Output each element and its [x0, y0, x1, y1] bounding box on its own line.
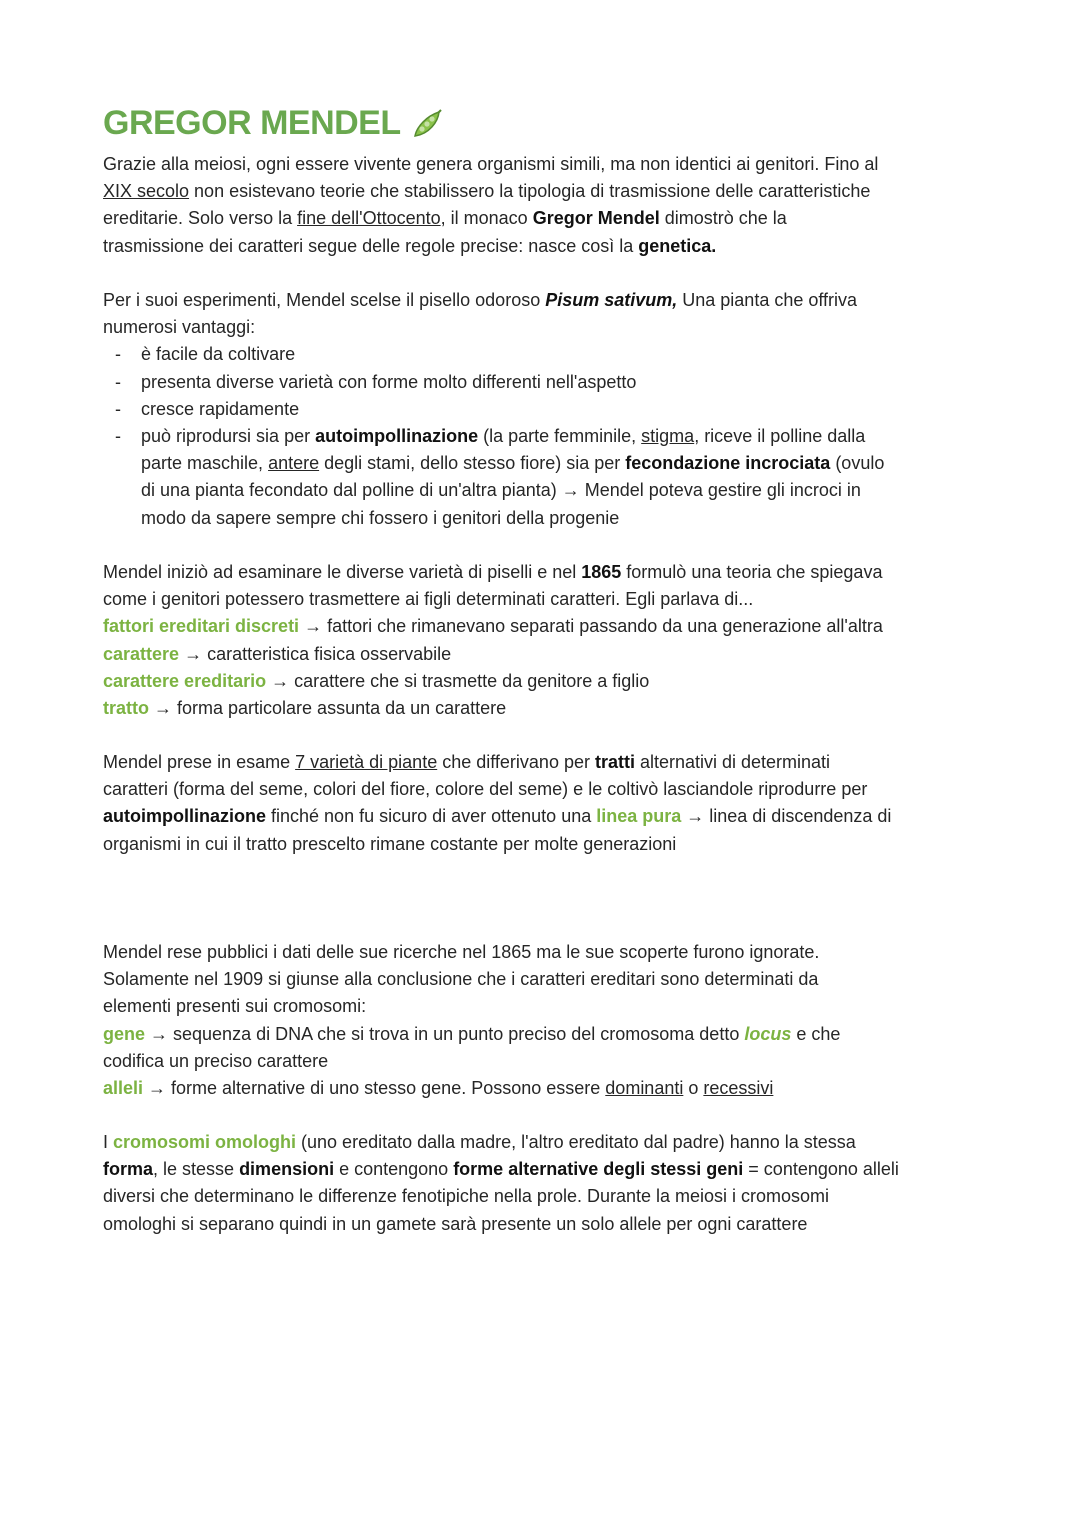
term-highlight: carattere — [103, 643, 180, 664]
text-segment: (ovulo — [830, 453, 885, 474]
term-highlight: linea pura — [596, 806, 682, 827]
text-segment: numerosi vantaggi: — [103, 317, 256, 338]
term-highlight: cromosomi omologhi — [113, 1132, 297, 1152]
bold-text: tratti — [594, 752, 635, 772]
text-line — [103, 1129, 899, 1156]
text-line — [103, 993, 840, 1020]
text-segment: cresce rapidamente — [141, 398, 300, 419]
text-segment: → caratteristica fisica osservabile — [179, 643, 452, 664]
page-title — [103, 104, 443, 143]
text-segment: Mendel rese pubblici i dati delle sue ricerche nel 1865 ma le sue scoperte furono ignorate. — [103, 942, 820, 962]
text-segment: di una pianta fecondato dal polline di un'altra pianta) → Mendel poteva gestire gli incroci in — [141, 480, 861, 501]
text-line — [103, 151, 878, 178]
text-line — [103, 1156, 899, 1183]
text-segment: Per i suoi esperimenti, Mendel scelse il pisello odoroso — [103, 290, 546, 310]
text-segment: , le stesse — [153, 1159, 240, 1180]
text-segment: formulò una teoria che spiegava — [621, 562, 883, 582]
list-bullet: - — [115, 371, 121, 392]
text-segment: modo da sapere sempre chi fossero i genitori della progenie — [141, 507, 620, 528]
list-item — [103, 369, 884, 396]
list-bullet: - — [115, 425, 121, 446]
text-segment: alternativi di determinati — [634, 752, 831, 772]
text-segment: e contengono — [334, 1159, 454, 1180]
text-segment: come i genitori potessero trasmettere ai figli determinati caratteri. Egli parlava di... — [103, 589, 754, 610]
term-highlight: alleli — [103, 1077, 144, 1098]
text-line — [103, 205, 878, 232]
text-line — [103, 1183, 899, 1210]
text-segment: che differivano per — [437, 752, 595, 772]
text-segment: dimostrò che la — [659, 208, 787, 229]
text-line — [103, 695, 883, 722]
text-line — [103, 287, 884, 314]
underlined-text: fine dell'Ottocento — [297, 208, 441, 229]
bold-text: 1865 — [581, 562, 622, 582]
underlined-text: dominanti — [605, 1077, 684, 1098]
term-highlight: locus — [744, 1023, 792, 1044]
text-segment: può riprodursi sia per — [141, 425, 316, 446]
underlined-text: stigma — [641, 425, 695, 446]
title-text: GREGOR MENDEL — [103, 104, 401, 142]
term-highlight: gene — [103, 1023, 146, 1044]
text-segment: presenta diverse varietà con forme molto differenti nell'aspetto — [141, 371, 637, 392]
text-segment: organismi in cui il tratto prescelto rimane costante per molte generazioni — [103, 833, 677, 854]
text-segment: ereditarie. Solo verso la — [103, 208, 298, 229]
list-item-continuation — [103, 505, 884, 532]
text-segment: → carattere che si trasmette da genitore a figlio — [266, 670, 650, 691]
text-segment: diversi che determinano le differenze fenotipiche nella prole. Durante la meiosi i cromosomi — [103, 1186, 830, 1207]
list-item-continuation — [103, 477, 884, 504]
text-segment: → forme alternative di uno stesso gene. Possono essere — [143, 1077, 606, 1098]
bold-text: fecondazione incrociata — [625, 453, 831, 474]
text-segment: (la parte femminile, — [478, 425, 642, 446]
pea-pod-icon — [411, 108, 443, 140]
paragraph — [103, 287, 884, 532]
text-line — [103, 559, 883, 586]
text-segment: Mendel prese in esame — [103, 752, 296, 772]
term-highlight: carattere ereditario — [103, 670, 267, 691]
text-segment: (uno ereditato dalla madre, l'altro ereditato dal padre) hanno la stessa — [296, 1132, 856, 1152]
list-bullet: - — [115, 344, 121, 365]
text-segment: Solamente nel 1909 si giunse alla conclusione che i caratteri ereditari sono determinati da — [103, 969, 819, 990]
bold-text: forme alternative degli stessi geni — [453, 1159, 744, 1180]
text-line — [103, 749, 891, 776]
list-bullet: - — [115, 398, 121, 419]
text-segment: , il monaco — [440, 208, 533, 229]
bold-text: dimensioni — [239, 1159, 335, 1180]
bold-text: Pisum sativum, — [545, 290, 678, 310]
bold-text: Gregor Mendel — [532, 208, 660, 229]
text-segment: Mendel iniziò ad esaminare le diverse varietà di piselli e nel — [103, 562, 582, 582]
text-segment: omologhi si separano quindi in un gamete sarà presente un solo allele per ogni carattere — [103, 1213, 808, 1234]
text-segment: degli stami, dello stesso fiore) sia per — [319, 453, 626, 474]
text-line — [103, 803, 891, 830]
text-segment: non esistevano teorie che stabilissero la tipologia di trasmissione delle caratteristiche — [189, 181, 871, 202]
paragraph — [103, 559, 883, 722]
bold-text: forma — [103, 1159, 154, 1180]
text-line — [103, 776, 891, 803]
text-line — [103, 1075, 840, 1102]
underlined-text: recessivi — [703, 1077, 774, 1098]
text-segment: Grazie alla meiosi, ogni essere vivente genera organismi simili, ma non identici ai genitori. Fino al — [103, 154, 879, 174]
text-segment: → forma particolare assunta da un carattere — [149, 697, 507, 718]
text-segment: codifica un preciso carattere — [103, 1050, 329, 1071]
text-line — [103, 641, 883, 668]
text-segment: è facile da coltivare — [141, 344, 296, 365]
bold-text: autoimpollinazione — [103, 806, 267, 827]
text-line — [103, 613, 883, 640]
text-line — [103, 966, 840, 993]
text-segment: = contengono alleli — [743, 1159, 899, 1180]
text-segment: elementi presenti sui cromosomi: — [103, 996, 367, 1017]
bold-text: autoimpollinazione — [315, 425, 479, 446]
text-segment: caratteri (forma del seme, colori del fiore, colore del seme) e le coltivò lasciandole riprodurre per — [103, 779, 868, 800]
text-line — [103, 1021, 840, 1048]
paragraph — [103, 151, 878, 260]
paragraph — [103, 749, 891, 858]
text-line — [103, 178, 878, 205]
underlined-text: 7 varietà di piante — [295, 752, 438, 772]
list-item — [103, 423, 884, 450]
text-line — [103, 586, 883, 613]
text-line — [103, 668, 883, 695]
text-segment: trasmissione dei caratteri segue delle regole precise: nasce così la — [103, 235, 639, 256]
text-segment: Una pianta che offriva — [677, 290, 858, 310]
text-line — [103, 939, 840, 966]
text-segment: o — [683, 1077, 704, 1098]
text-segment: → sequenza di DNA che si trova in un punto preciso del cromosoma detto — [145, 1023, 745, 1044]
text-segment: parte maschile, — [141, 453, 269, 474]
text-segment: → fattori che rimanevano separati passando da una generazione all'altra — [299, 616, 883, 637]
paragraph — [103, 1129, 899, 1238]
text-segment: e che — [791, 1023, 841, 1044]
list-item — [103, 396, 884, 423]
text-segment: , riceve il polline dalla — [694, 425, 866, 446]
bold-text: genetica. — [638, 235, 717, 256]
underlined-text: antere — [268, 453, 320, 474]
text-line — [103, 233, 878, 260]
underlined-text: XIX secolo — [103, 181, 190, 202]
text-line — [103, 831, 891, 858]
text-segment: finché non fu sicuro di aver ottenuto una — [266, 806, 597, 827]
text-line — [103, 314, 884, 341]
term-highlight: fattori ereditari discreti — [103, 616, 300, 637]
list-item-continuation — [103, 450, 884, 477]
text-segment: I — [103, 1132, 114, 1152]
text-line — [103, 1048, 840, 1075]
list-item — [103, 341, 884, 368]
text-line — [103, 1211, 899, 1238]
paragraph — [103, 939, 840, 1102]
text-segment: → linea di discendenza di — [681, 806, 892, 827]
term-highlight: tratto — [103, 697, 149, 718]
